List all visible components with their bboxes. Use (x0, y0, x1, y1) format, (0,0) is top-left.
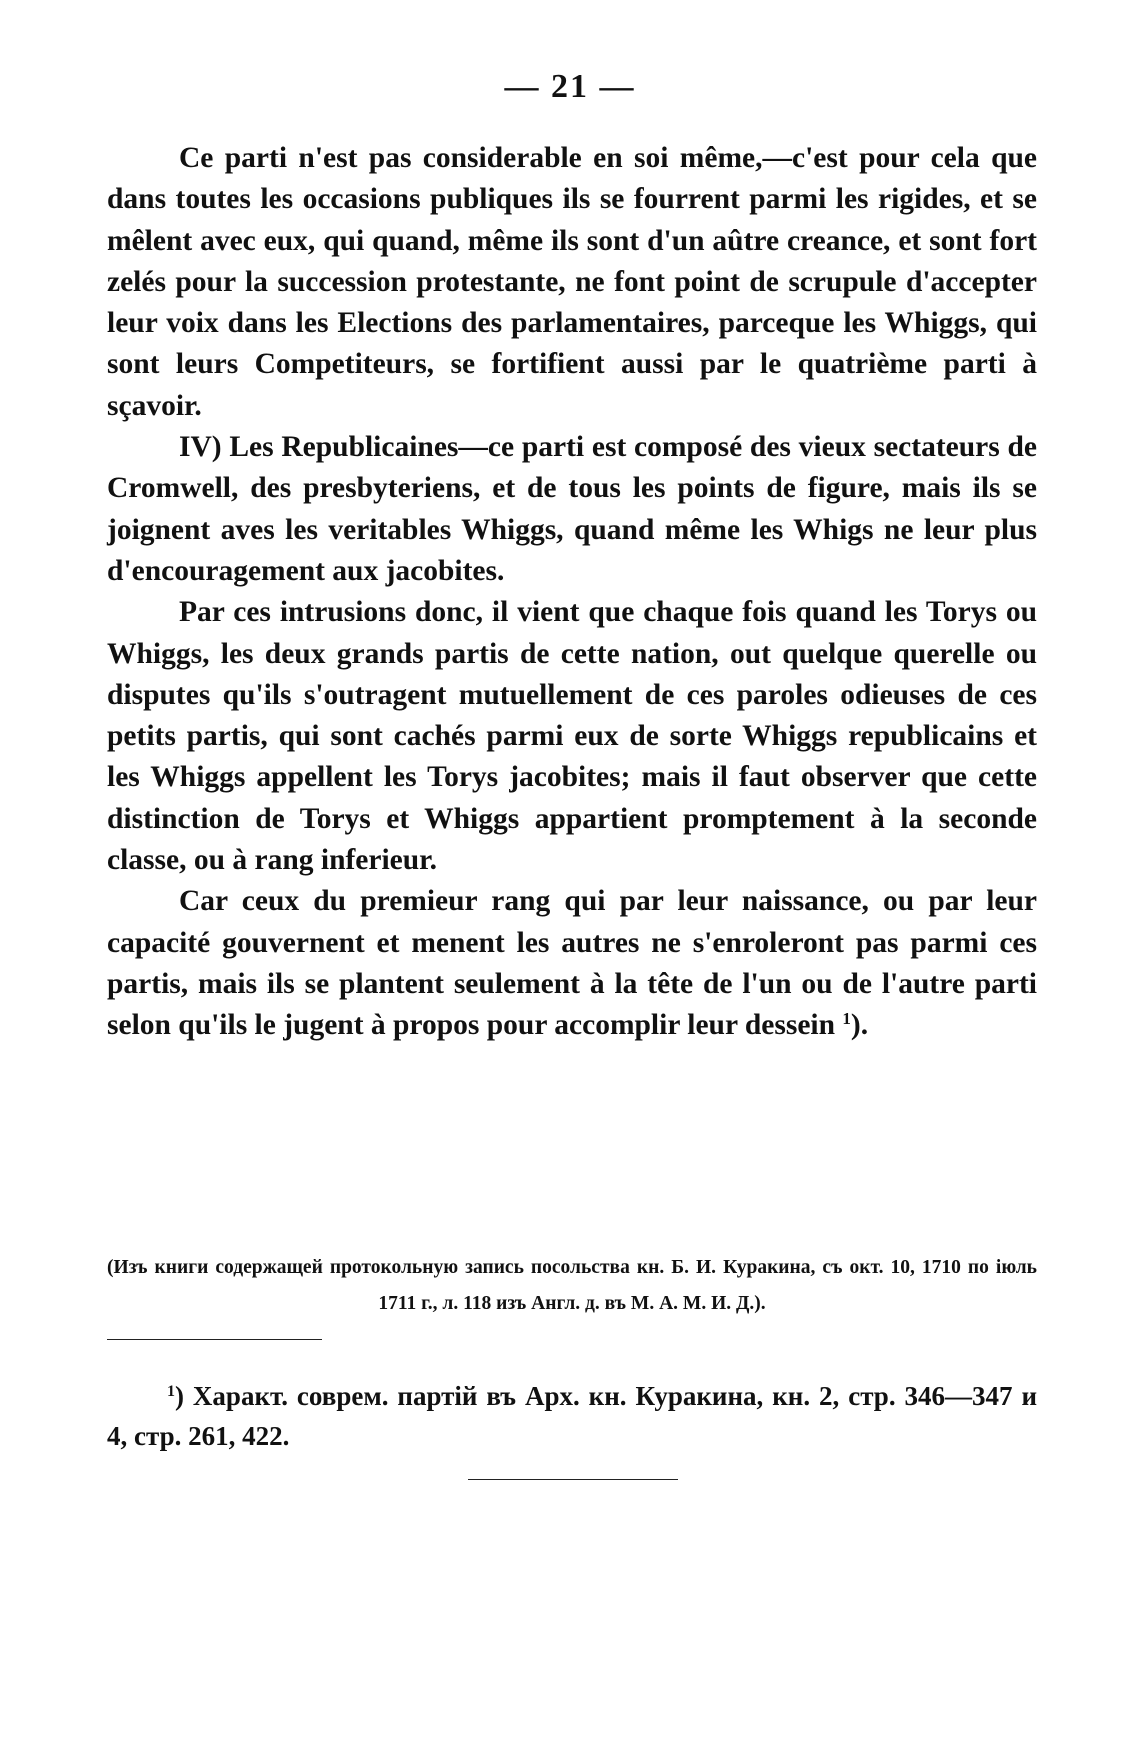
paragraph-4 (107, 881, 1037, 1046)
footnote (107, 1376, 1037, 1456)
footnote-text: ) Характ. соврем. партій въ Арх. кн. Куракина, кн. 2, стр. 346—347 и 4, стр. 261, 422. (107, 1381, 1037, 1451)
paragraph-4-text: Car ceux du premieur rang qui par leur naissance, ou par leur capacité gouvernent et menent les autres ne s'enroleront pas parmi ces partis, mais ils se plantent seulement à la tête de l'un ou de l'autre parti selon qu'ils le jugent à propos pour accomplir leur dessein (107, 885, 1037, 1042)
page-number: — 21 — (504, 68, 636, 105)
footnote-reference[interactable]: 1 (842, 1009, 851, 1029)
footnote-divider (107, 1339, 322, 1340)
paragraph-2: IV) Les Republicaines—ce parti est composé des vieux sectateurs de Cromwell, des presbyteriens, et de tous les points de figure, mais ils se joignent aves les veritables Whiggs, quand même les Whigs ne leur plus d'encouragement aux jacobites. (107, 431, 1037, 587)
bottom-rule (468, 1479, 678, 1480)
paragraph-4-end: ). (850, 1009, 869, 1042)
footnote-marker: 1 (167, 1383, 175, 1400)
paragraph-1: Ce parti n'est pas considerable en soi même,—c'est pour cela que dans toutes les occasions publiques ils se fourrent parmi les rigides, et se mêlent avec eux, qui quand, même ils sont d'un aûtre creance, et sont fort zelés pour la succession protestante, ne font point de scrupule d'accepter leur voix dans les Elections des parlamentaires, parceque les Whiggs, qui sont leurs Competiteurs, se fortifient aussi par le quatrième parti à sçavoir. (107, 142, 1037, 422)
source-note: (Изъ книги содержащей протокольную запись посольства кн. Б. И. Куракина, съ окт. 10, 1710 по іюль 1711 г., л. 118 изъ Англ. д. въ М. А. М. И. Д.). (107, 1257, 1037, 1314)
paragraph-3: Par ces intrusions donc, il vient que chaque fois quand les Torys ou Whiggs, les deux grands partis de cette nation, out quelque querelle ou disputes qu'ils s'outragent mutuellement de ces paroles odieuses de ces petits partis, qui sont cachés parmi eux de sorte Whiggs republicains et les Whiggs appellent les Torys jacobites; mais il faut observer que cette distinction de Torys et Whiggs appartient promptement à la seconde classe, ou à rang inferieur. (107, 596, 1037, 877)
main-text (107, 138, 1037, 1047)
